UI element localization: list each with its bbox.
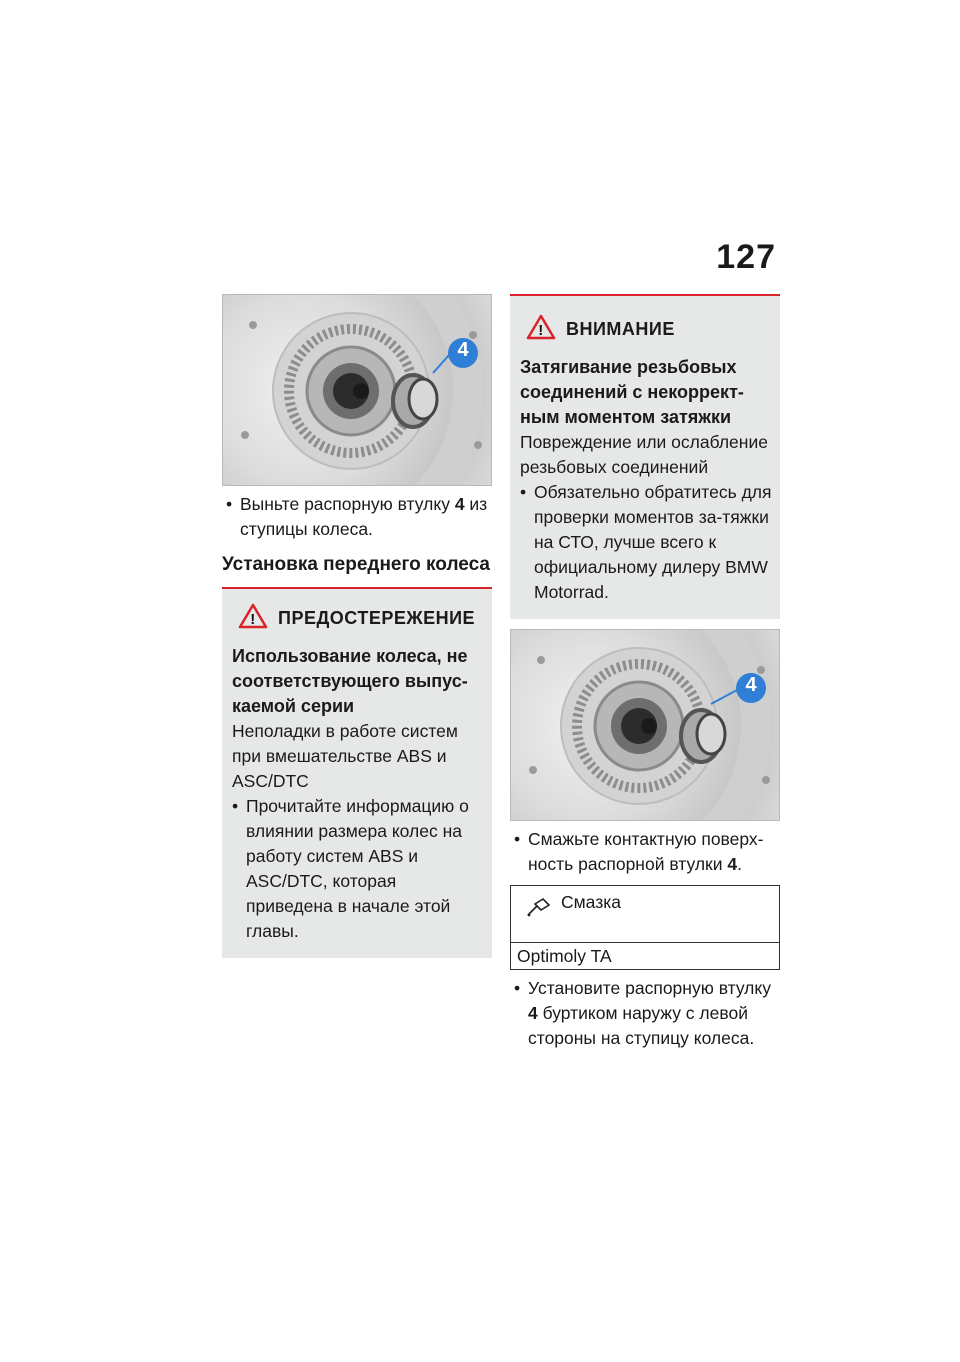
- right-column: [510, 294, 780, 1051]
- lubricant-value: Optimoly TA: [517, 946, 612, 966]
- wheel-hub-illustration: [511, 630, 780, 821]
- caution-action: • Обязательно обратитесь для проверки моментов за-тяжки на СТО, лучше всего к официальному дилеру BMW Motorrad.: [520, 480, 772, 605]
- step-text: буртиком наружу с левой стороны на ступицу колеса.: [528, 1003, 755, 1048]
- lubricant-label: Смазка: [561, 892, 622, 912]
- warning-box: [222, 589, 492, 958]
- warning-effect: Неполадки в работе систем при вмешательстве ABS и ASC/DTC: [232, 721, 458, 791]
- section-heading: Установка переднего колеса: [222, 554, 490, 575]
- step-text: Выньте распорную втулку: [240, 494, 455, 514]
- warning-triangle-icon: [238, 603, 268, 634]
- warning-cause: Использование колеса, не соответствующего выпус-каемой серии: [232, 646, 468, 716]
- caution-box: [510, 296, 780, 619]
- step-install-sleeve: [510, 976, 780, 1051]
- lubricant-header: [511, 886, 779, 943]
- part-ref: 4: [727, 854, 738, 874]
- warning-title-text: ПРЕДОСТЕРЕЖЕНИЕ: [278, 608, 476, 628]
- callout-label: 4: [457, 339, 469, 361]
- grease-gun-icon: [525, 896, 553, 923]
- caution-effect: Повреждение или ослабление резьбовых соединений: [520, 432, 768, 477]
- page-number: 127: [716, 238, 776, 276]
- svg-text:!: !: [250, 611, 256, 628]
- step-text: Смажьте контактную поверх-ность распорной втулки: [528, 829, 764, 874]
- step-lubricate-sleeve: [510, 827, 780, 877]
- caution-title: [520, 314, 772, 345]
- step-text: из ступицы колеса.: [240, 494, 488, 539]
- callout-label: 4: [745, 674, 757, 696]
- svg-text:!: !: [538, 322, 544, 339]
- wheel-hub-illustration: [223, 295, 492, 486]
- left-column: [222, 294, 492, 958]
- lubricant-table: [510, 885, 780, 970]
- warning-triangle-icon: [526, 314, 556, 345]
- hub-photo-bottom: [510, 629, 780, 821]
- hub-photo-top: [222, 294, 492, 486]
- part-ref: 4: [454, 494, 465, 514]
- part-ref: 4: [528, 1003, 538, 1023]
- caution-title-text: ВНИМАНИЕ: [566, 319, 675, 339]
- step-text: Установите распорную втулку: [528, 978, 771, 998]
- warning-title: [232, 603, 484, 634]
- step-remove-sleeve: [222, 492, 492, 542]
- step-text: .: [737, 854, 742, 874]
- warning-action: • Прочитайте информацию о влиянии размера колес на работу систем ABS и ASC/DTC, которая приведена в начале этой главы.: [232, 794, 484, 944]
- caution-cause: Затягивание резьбовых соединений с некоррект-ным моментом затяжки: [520, 357, 744, 427]
